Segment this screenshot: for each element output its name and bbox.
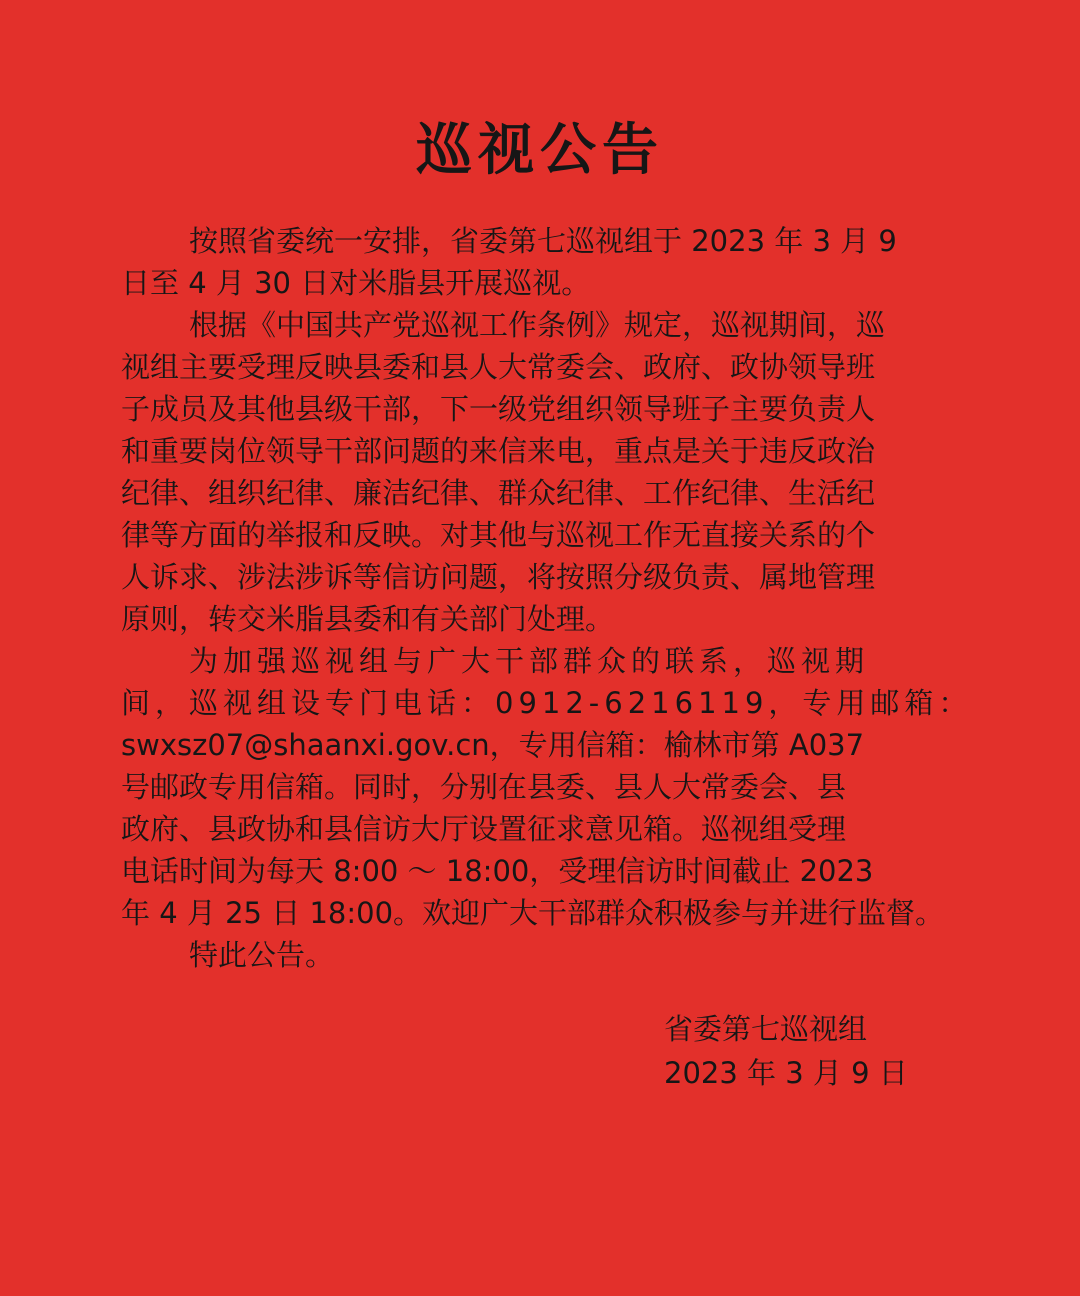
closing-text: 特此公告。	[189, 938, 335, 972]
paragraph2-line-4: 和重要岗位领导干部问题的来信来电，重点是关于违反政治	[121, 434, 876, 468]
paragraph3-line-1: 为加强巡视组与广大干部群众的联系，巡视期	[189, 644, 870, 678]
paragraph3-line-3-email: swxsz07@shaanxi.gov.cn，专用信箱：榆林市第 A037	[121, 728, 865, 762]
paragraph2-line-7: 人诉求、涉法涉诉等信访问题，将按照分级负责、属地管理	[121, 560, 876, 594]
paragraph3-line-5: 政府、县政协和县信访大厅设置征求意见箱。巡视组受理	[121, 812, 847, 846]
paragraph3-line-4: 号邮政专用信箱。同时，分别在县委、县人大常委会、县	[121, 770, 847, 804]
notice-title: 巡视公告	[416, 117, 664, 183]
paragraph3-line-6: 电话时间为每天 8:00 ～ 18:00，受理信访时间截止 2023	[121, 854, 874, 888]
signature-org: 省委第七巡视组	[664, 1012, 868, 1046]
paragraph2-line-6: 律等方面的举报和反映。对其他与巡视工作无直接关系的个	[121, 518, 876, 552]
paragraph2-line-1: 根据《中国共产党巡视工作条例》规定，巡视期间，巡	[189, 308, 886, 342]
paragraph1-line-2: 日至 4 月 30 日对米脂县开展巡视。	[121, 266, 591, 300]
paragraph2-line-3: 子成员及其他县级干部，下一级党组织领导班子主要负责人	[121, 392, 876, 426]
paragraph2-line-8: 原则，转交米脂县委和有关部门处理。	[121, 602, 615, 636]
paragraph2-line-2: 视组主要受理反映县委和县人大常委会、政府、政协领导班	[121, 350, 876, 384]
paragraph3-line-7: 年 4 月 25 日 18:00。欢迎广大干部群众积极参与并进行监督。	[121, 896, 945, 930]
paragraph1-line-1: 按照省委统一安排，省委第七巡视组于 2023 年 3 月 9	[189, 224, 897, 258]
signature-date: 2023 年 3 月 9 日	[664, 1056, 908, 1090]
paragraph2-line-5: 纪律、组织纪律、廉洁纪律、群众纪律、工作纪律、生活纪	[121, 476, 876, 510]
paragraph3-line-2: 间，巡视组设专门电话：0912-6216119，专用邮箱：	[121, 686, 973, 720]
